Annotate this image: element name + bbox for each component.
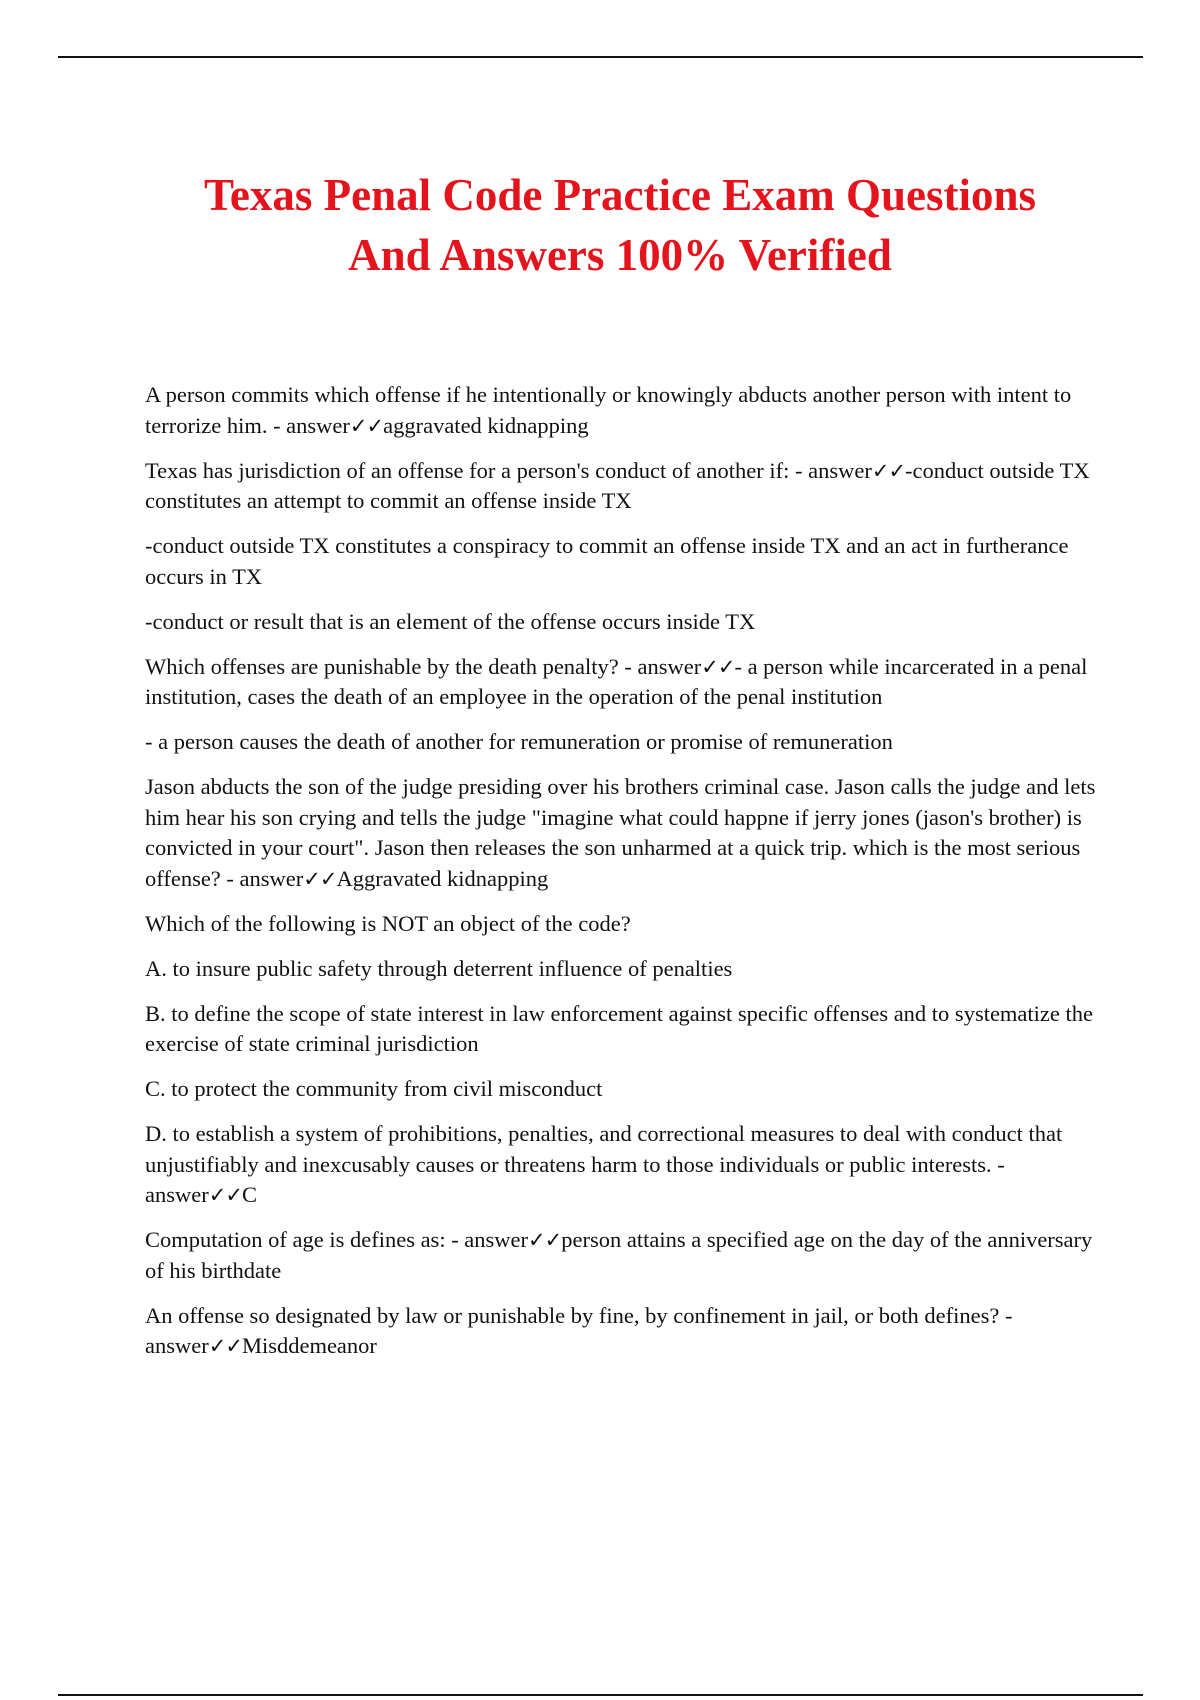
- option-text: D. to establish a system of prohibitions, penalties, and correctional measures to deal with conduct that unjustifiably and inexcusably causes or threatens harm to those individuals or public interests. - answer: [145, 1121, 1063, 1207]
- checkmark-icon: ✓✓: [871, 458, 906, 483]
- question-7: [145, 1301, 1100, 1362]
- question-1: [145, 380, 1100, 441]
- checkmark-icon: ✓✓: [208, 1183, 242, 1207]
- top-divider: [58, 56, 1143, 58]
- bottom-divider: [58, 1694, 1143, 1696]
- checkmark-icon: ✓✓: [701, 654, 735, 679]
- checkmark-icon: ✓✓: [528, 1228, 562, 1252]
- option-text: A. to insure public safety through deterrent influence of penalties: [145, 955, 733, 981]
- option-text: C. to protect the community from civil misconduct: [145, 1076, 603, 1101]
- answer-continuation: [145, 607, 1100, 638]
- answer-text: C: [241, 1182, 257, 1207]
- question-text: Jason abducts the son of the judge presiding over his brothers criminal case. Jason calls the judge and lets him hear his son crying and tells the judge "imagine what could happne if jerry jones (jason's brother) is convicted in your court". Jason then releases the son unharmed at a quick trip. which is the most serious offense? - answer: [145, 774, 1096, 891]
- answer-text: - a person causes the death of another for remuneration or promise of remuneration: [145, 729, 893, 754]
- question-text: Which of the following is NOT an object of the code?: [145, 910, 631, 936]
- answer-continuation: [145, 727, 1100, 758]
- answer-continuation: [145, 531, 1100, 592]
- answer-text: -conduct outside TX constitutes a conspiracy to commit an offense inside TX and an act in furtherance occurs in TX: [145, 533, 1069, 589]
- question-4: [145, 772, 1100, 894]
- page-title: [80, 165, 1160, 285]
- answer-text: person attains a specified age on the day of the anniversary of his birthdate: [145, 1227, 1093, 1283]
- option-b: [145, 999, 1100, 1060]
- answer-text: Aggravated kidnapping: [336, 865, 549, 891]
- option-d: [145, 1119, 1100, 1211]
- title-line-2: And Answers 100% Verified: [348, 230, 892, 280]
- question-text: Which offenses are punishable by the death penalty? - answer: [145, 653, 702, 679]
- answer-text: -conduct or result that is an element of the offense occurs inside TX: [145, 608, 756, 634]
- question-text: An offense so designated by law or punishable by fine, by confinement in jail, or both defines? - answer: [145, 1302, 1013, 1358]
- checkmark-icon: ✓✓: [349, 413, 384, 438]
- answer-text: - a person while incarcerated in a penal institution, cases the death of an employee in the operation of the penal institution: [145, 653, 1088, 709]
- question-list: [145, 380, 1100, 1376]
- option-a: [145, 954, 1100, 985]
- answer-text: aggravated kidnapping: [383, 412, 589, 438]
- option-c: [145, 1074, 1100, 1105]
- option-text: B. to define the scope of state interest in law enforcement against specific offenses and to systematize the exercise of state criminal jurisdiction: [145, 1000, 1094, 1056]
- question-5: [145, 909, 1100, 940]
- title-line-1: Texas Penal Code Practice Exam Questions: [203, 170, 1037, 220]
- question-6: [145, 1225, 1100, 1286]
- answer-text: Misddemeanor: [241, 1333, 377, 1358]
- question-2: [145, 456, 1100, 517]
- question-3: [145, 652, 1100, 713]
- checkmark-icon: ✓✓: [208, 1334, 242, 1358]
- question-text: Texas has jurisdiction of an offense for a person's conduct of another if: - answer: [145, 457, 872, 483]
- checkmark-icon: ✓✓: [303, 866, 337, 891]
- answer-text: -conduct outside TX constitutes an attempt to commit an offense inside TX: [145, 457, 1090, 513]
- question-text: Computation of age is defines as: - answer: [145, 1227, 529, 1252]
- question-text: A person commits which offense if he intentionally or knowingly abducts another person with intent to terrorize him. - answer: [145, 382, 1072, 438]
